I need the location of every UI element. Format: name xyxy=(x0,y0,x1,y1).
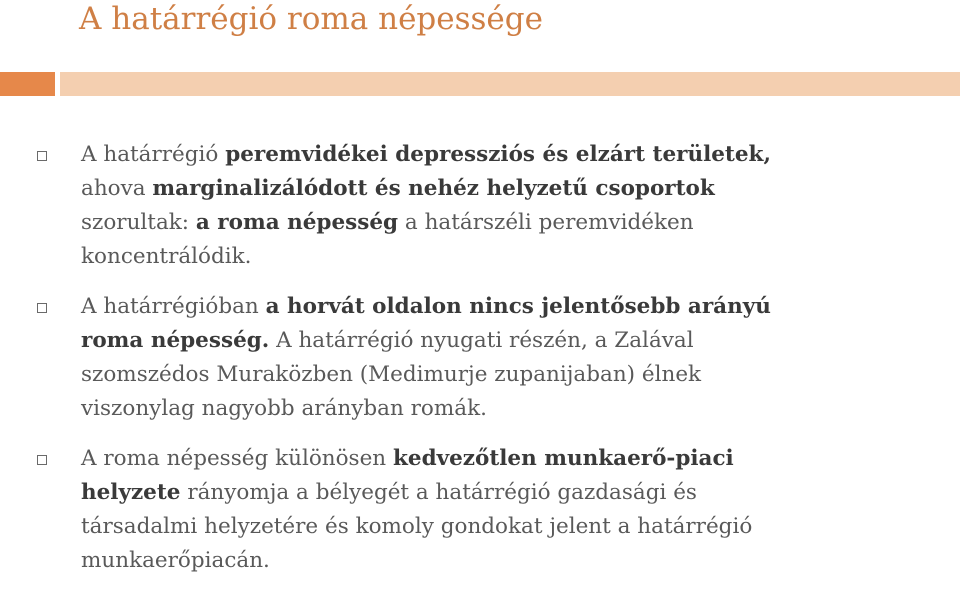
bullet-text-bold: roma népesség. xyxy=(81,328,270,353)
bullet-item xyxy=(37,138,937,274)
bullet-line xyxy=(81,324,937,358)
bullet-text-bold: a horvát oldalon nincs jelentősebb arányú xyxy=(265,294,771,319)
bullet-text: a határszéli peremvidéken xyxy=(398,210,694,235)
bullet-text-bold: helyzete xyxy=(81,480,181,505)
bullet-line xyxy=(81,544,937,578)
bullet-line xyxy=(81,510,937,544)
bullet-item xyxy=(37,442,937,578)
accent-bar-peach xyxy=(60,72,960,96)
bullet-item xyxy=(37,290,937,426)
bullet-text: rányomja a bélyegét a határrégió gazdasági és xyxy=(180,480,697,505)
bullet-text: koncentrálódik. xyxy=(81,244,252,269)
bullet-text: szomszédos Muraközben (Medimurje zupanijaban) élnek xyxy=(81,362,702,387)
bullet-line xyxy=(81,442,937,476)
bullet-line xyxy=(81,172,937,206)
bullet-line xyxy=(81,290,937,324)
square-bullet-icon xyxy=(37,151,47,161)
bullet-line xyxy=(81,206,937,240)
bullet-text: társadalmi helyzetére és komoly gondokat jelent a határrégió xyxy=(81,514,753,539)
bullet-text: szorultak: xyxy=(81,210,196,235)
bullet-text-bold: peremvidékei depressziós és elzárt területek, xyxy=(225,142,771,167)
bullet-line xyxy=(81,240,937,274)
bullet-line xyxy=(81,358,937,392)
square-bullet-icon xyxy=(37,303,47,313)
bullet-text: A roma népesség különösen xyxy=(81,446,393,471)
slide-title: A határrégió roma népessége xyxy=(79,1,543,37)
square-bullet-icon xyxy=(37,455,47,465)
bullet-text-bold: marginalizálódott és nehéz helyzetű csoportok xyxy=(152,176,715,201)
bullet-line xyxy=(81,476,937,510)
bullet-text-bold: kedvezőtlen munkaerő-piaci xyxy=(393,446,734,471)
bullet-list xyxy=(37,138,937,578)
bullet-text: ahova xyxy=(81,176,153,201)
bullet-text: munkaerőpiacán. xyxy=(81,548,270,573)
bullet-line xyxy=(81,392,937,426)
bullet-text: viszonylag nagyobb arányban romák. xyxy=(81,396,487,421)
bullet-text: A határrégióban xyxy=(81,294,266,319)
bullet-text: A határrégió nyugati részén, a Zalával xyxy=(269,328,694,353)
bullet-line xyxy=(81,138,937,172)
bullet-text-bold: a roma népesség xyxy=(195,210,399,235)
bullet-text: A határrégió xyxy=(81,142,226,167)
accent-bar-orange xyxy=(0,72,55,96)
